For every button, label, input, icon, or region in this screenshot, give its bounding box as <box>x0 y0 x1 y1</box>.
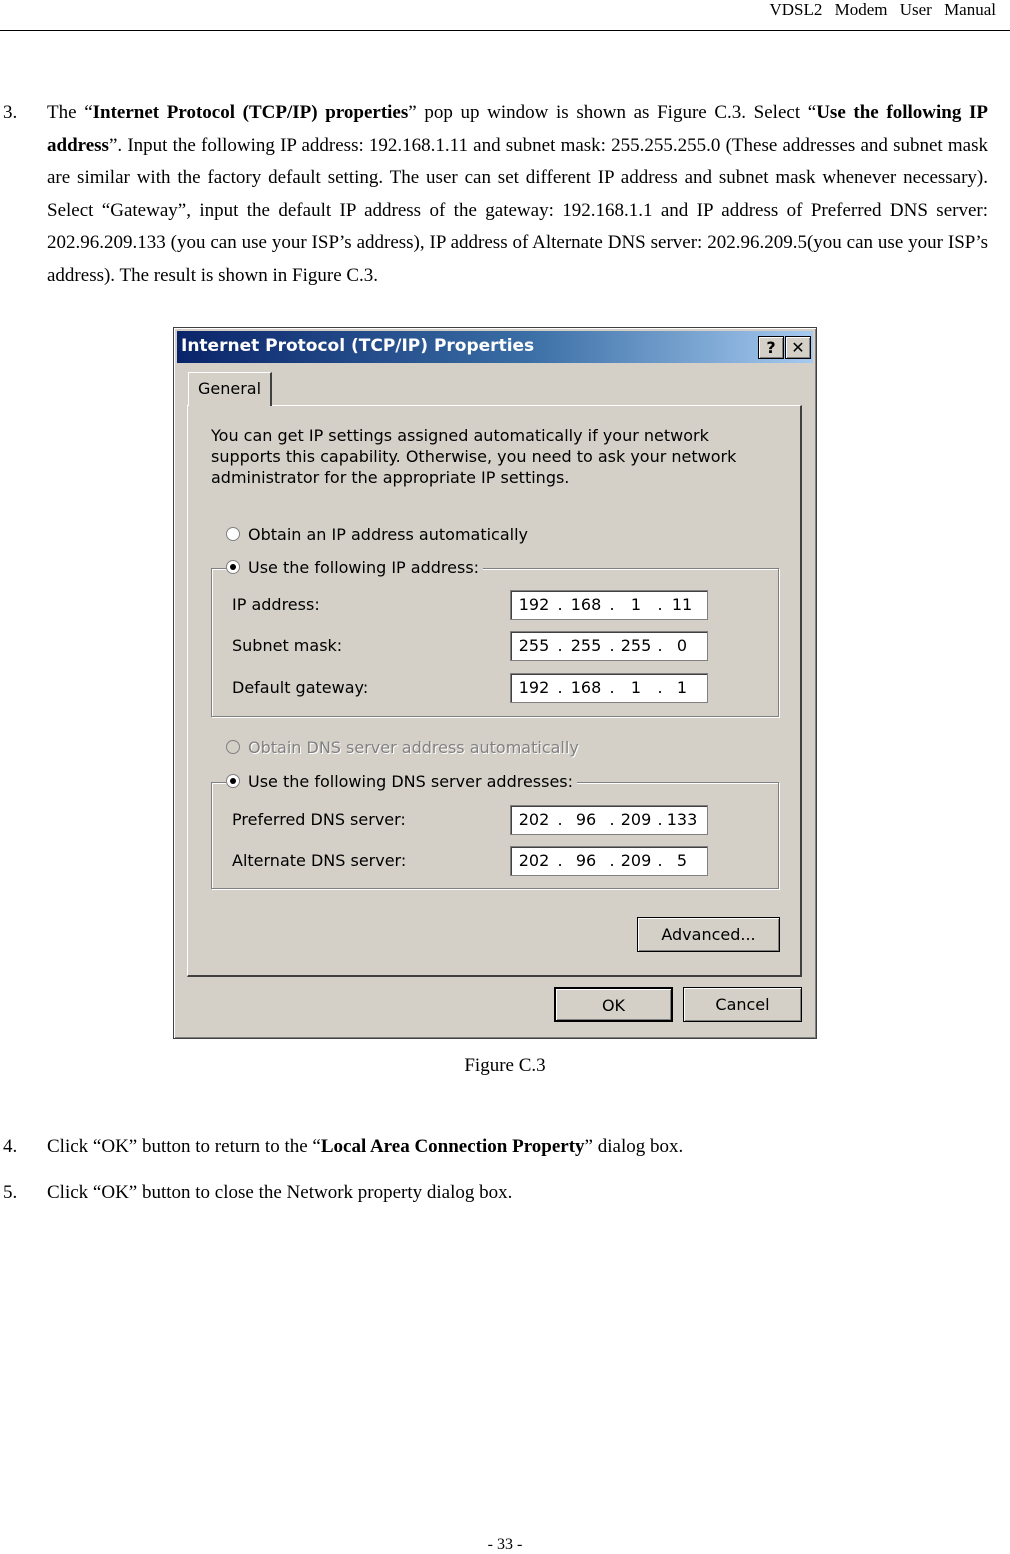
radio-label: Obtain an IP address automatically <box>248 525 529 544</box>
subnet-mask-label: Subnet mask: <box>232 636 343 655</box>
advanced-button[interactable]: Advanced... <box>637 917 780 952</box>
preferred-dns-field[interactable]: 202 . 96 . 209 . 133 <box>510 805 708 835</box>
text-run: Click “OK” button to return to the “ <box>47 1136 321 1157</box>
intro-text: You can get IP settings assigned automatically if your network supports this capability. Otherwise, you need to ask your network administrator for the appropriate IP settings. <box>211 426 737 487</box>
bold-run: Use the following IP address <box>47 102 988 156</box>
octet: 209 <box>620 851 652 870</box>
ok-button[interactable]: OK <box>554 987 673 1022</box>
preferred-dns-label: Preferred DNS server: <box>232 810 406 829</box>
use-ip-radio[interactable] <box>226 558 483 577</box>
octet: 5 <box>676 851 688 870</box>
radio-label: Obtain DNS server address automatically <box>248 738 579 757</box>
octet: 96 <box>575 851 597 870</box>
octet: 202 <box>518 851 550 870</box>
obtain-ip-radio[interactable] <box>226 525 532 544</box>
text-run: ” dialog box. <box>584 1136 684 1157</box>
radio-icon[interactable] <box>226 527 240 541</box>
octet: 1 <box>630 595 642 614</box>
radio-icon-checked[interactable] <box>226 774 240 788</box>
octet: 0 <box>676 636 688 655</box>
dialog-titlebar[interactable] <box>177 331 813 363</box>
radio-icon[interactable] <box>226 740 240 754</box>
subnet-mask-field[interactable]: 255 . 255 . 255 . 0 <box>510 631 708 661</box>
page-header <box>0 0 1010 31</box>
step-4-text <box>47 1131 988 1164</box>
cancel-button[interactable]: Cancel <box>683 987 802 1022</box>
use-dns-radio[interactable] <box>226 772 577 791</box>
tcpip-properties-dialog <box>173 327 817 1039</box>
bold-run: Local Area Connection Property <box>320 1136 585 1157</box>
octet: 168 <box>570 595 602 614</box>
octet: 255 <box>620 636 652 655</box>
header-title: VDSL2 Modem User Manual <box>769 0 996 19</box>
radio-label: Use the following IP address: <box>248 558 480 577</box>
alternate-dns-label: Alternate DNS server: <box>232 851 407 870</box>
default-gateway-field[interactable]: 192 . 168 . 1 . 1 <box>510 673 708 703</box>
dialog-title: Internet Protocol (TCP/IP) Properties <box>181 336 535 356</box>
alternate-dns-field[interactable]: 202 . 96 . 209 . 5 <box>510 846 708 876</box>
octet: 168 <box>570 678 602 697</box>
step-5-text: Click “OK” button to close the Network property dialog box. <box>47 1182 513 1203</box>
octet: 255 <box>570 636 602 655</box>
obtain-dns-radio[interactable] <box>226 738 583 757</box>
octet: 192 <box>518 678 550 697</box>
octet: 96 <box>575 810 597 829</box>
radio-icon-checked[interactable] <box>226 560 240 574</box>
octet: 11 <box>671 595 693 614</box>
octet: 1 <box>676 678 688 697</box>
text-run: ”. Input the following IP address: 192.168.1.11 and subnet mask: 255.255.255.0 (These addresses and subnet mask are similar with the factory default setting. The user can set different IP address and subnet mask whenever necessary). Select “Gateway”, input the default IP address of the gateway: 192.168.1.1 and IP address of Preferred DNS server: 202.96.209.133 (you can use your ISP’s address), IP address of Alternate DNS server: 202.96.209.5(you can use your ISP’s address). The result is shown in Figure C.3. <box>47 134 988 286</box>
octet: 133 <box>666 810 698 829</box>
radio-label: Use the following DNS server addresses: <box>248 772 574 791</box>
bold-run: Internet Protocol (TCP/IP) properties <box>92 102 409 123</box>
octet: 202 <box>518 810 550 829</box>
text-run: ” pop up window is shown as Figure C.3. Select “ <box>408 102 817 123</box>
help-button[interactable]: ? <box>758 336 784 359</box>
octet: 1 <box>630 678 642 697</box>
close-button[interactable]: ✕ <box>785 336 811 359</box>
step-3-text <box>47 97 988 292</box>
step-number: 4. <box>3 1136 18 1157</box>
tab-general[interactable]: General <box>188 372 272 406</box>
step-number: 5. <box>3 1182 18 1203</box>
step-number: 3. <box>3 102 18 123</box>
text-run: The “ <box>47 102 93 123</box>
octet: 209 <box>620 810 652 829</box>
octet: 192 <box>518 595 550 614</box>
default-gateway-label: Default gateway: <box>232 678 369 697</box>
octet: 255 <box>518 636 550 655</box>
ip-address-field[interactable]: 192 . 168 . 1 . 11 <box>510 590 708 620</box>
ip-address-label: IP address: <box>232 595 320 614</box>
page-number: - 33 - <box>487 1536 523 1553</box>
figure-caption: Figure C.3 <box>464 1055 546 1076</box>
